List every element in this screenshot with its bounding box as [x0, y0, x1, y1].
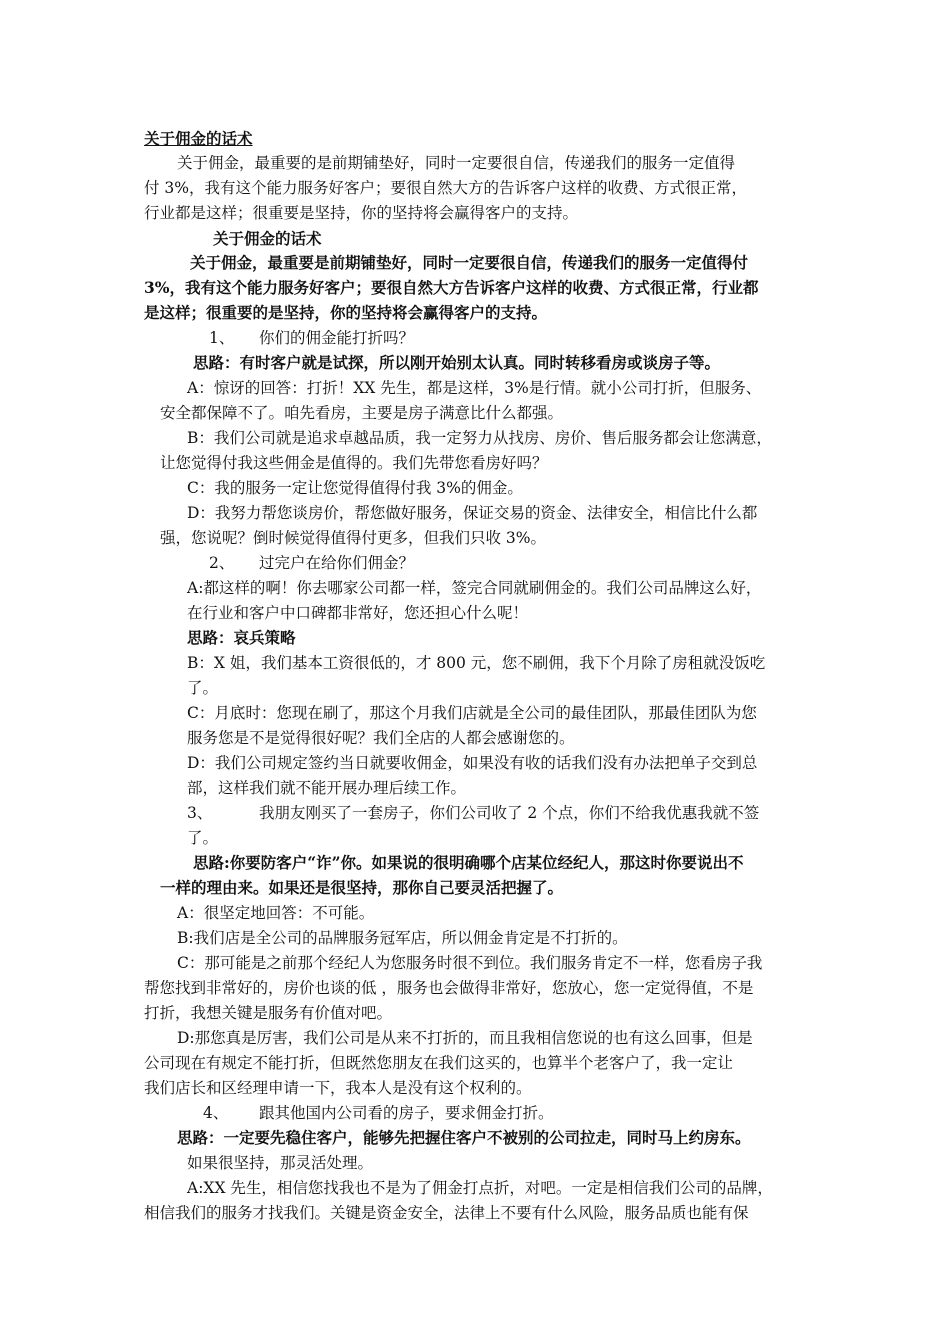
section-approach: 思路：一定要先稳住客户，能够先把握住客户不被别的公司拉走，同时马上约房东。 — [177, 1128, 751, 1147]
bold-intro-line: 3%，我有这个能力服务好客户；要很自然大方告诉客户这样的收费、方式很正常，行业都 — [144, 278, 759, 297]
section-question: 你们的佣金能打折吗？ — [259, 329, 415, 347]
section-note: 如果很坚持，那灵活处理。 — [187, 1154, 374, 1172]
answer-line: C：我的服务一定让您觉得值得付我 3%的佣金。 — [187, 479, 523, 497]
answer-line: C：那可能是之前那个经纪人为您服务时很不到位。我们服务肯定不一样，您看房子我 — [177, 954, 763, 972]
section-question: 过完户在给你们佣金？ — [259, 554, 415, 572]
section-approach: 思路：哀兵策略 — [187, 628, 296, 647]
section-approach: 思路:你要防客户“诈”你。如果说的很明确哪个店某位经纪人，那这时你要说出不 — [193, 853, 744, 872]
answer-line: 安全都保障不了。咱先看房，主要是房子满意比什么都强。 — [160, 404, 564, 422]
answer-line: B:我们店是全公司的品牌服务冠军店，所以佣金肯定是不打折的。 — [177, 929, 628, 947]
answer-line: D：我们公司规定签约当日就要收佣金，如果没有收的话我们没有办法把单子交到总 — [187, 754, 758, 772]
answer-line: B：我们公司就是追求卓越品质，我一定努力从找房、房价、售后服务都会让您满意， — [187, 429, 772, 447]
section-approach: 一样的理由来。如果还是很坚持，那你自己要灵活把握了。 — [160, 878, 564, 897]
bold-intro-line: 关于佣金，最重要是前期铺垫好，同时一定要很自信，传递我们的服务一定值得付 — [190, 253, 749, 272]
answer-line: 我们店长和区经理申请一下，我本人是没有这个权利的。 — [144, 1079, 532, 1097]
answer-line: A:都这样的啊！你去哪家公司都一样，签完合同就刷佣金的。我们公司品牌这么好， — [187, 579, 762, 597]
answer-line: D:那您真是厉害，我们公司是从来不打折的，而且我相信您说的也有这么回事，但是 — [177, 1029, 753, 1047]
section-number: 3、 — [187, 804, 213, 822]
bold-title: 关于佣金的话术 — [213, 229, 322, 248]
bold-intro-line: 是这样；很重要的是坚持，你的坚持将会赢得客户的支持。 — [144, 303, 548, 322]
section-number: 4、 — [203, 1104, 229, 1122]
answer-line: 在行业和客户中口碑都非常好，您还担心什么呢！ — [187, 604, 529, 622]
answer-line: 相信我们的服务才找我们。关键是资金安全，法律上不要有什么风险，服务品质也能有保 — [144, 1204, 749, 1222]
answer-line: 部，这样我们就不能开展办理后续工作。 — [187, 779, 467, 797]
intro-line: 关于佣金，最重要的是前期铺垫好，同时一定要很自信，传递我们的服务一定值得 — [177, 154, 736, 172]
answer-line: C：月底时：您现在刷了，那这个月我们店就是全公司的最佳团队，那最佳团队为您 — [187, 704, 757, 722]
answer-line: A：很坚定地回答：不可能。 — [177, 904, 375, 922]
section-question: 跟其他国内公司看的房子，要求佣金打折。 — [259, 1104, 554, 1122]
answer-line: 打折，我想关键是服务有价值对吧。 — [144, 1004, 393, 1022]
answer-line: 服务您是不是觉得很好呢？我们全店的人都会感谢您的。 — [187, 729, 575, 747]
section-approach: 思路：有时客户就是试探，所以刚开始别太认真。同时转移看房或谈房子等。 — [193, 353, 721, 372]
answer-line: A:XX 先生，相信您找我也不是为了佣金打点折，对吧。一定是相信我们公司的品牌， — [187, 1179, 773, 1197]
intro-line: 付 3%，我有这个能力服务好客户；要很自然大方的告诉客户这样的收费、方式很正常， — [144, 179, 748, 197]
answer-line: B：X 姐，我们基本工资很低的，才 800 元，您不刷佣，我下个月除了房租就没饭吃 — [187, 654, 766, 672]
intro-line: 行业都是这样；很重要是坚持，你的坚持将会赢得客户的支持。 — [144, 204, 579, 222]
page-title: 关于佣金的话术 — [144, 129, 253, 148]
answer-line: 公司现在有规定不能打折，但既然您朋友在我们这买的，也算半个老客户了，我一定让 — [144, 1054, 734, 1072]
answer-line: 帮您找到非常好的，房价也谈的低 ，服务也会做得非常好，您放心，您一定觉得值，不是 — [144, 979, 754, 997]
section-number: 1、 — [209, 329, 235, 347]
answer-line: 了。 — [187, 679, 219, 697]
section-question: 了。 — [187, 829, 219, 847]
answer-line: A：惊讶的回答：打折！XX 先生，都是这样，3%是行情。就小公司打折，但服务、 — [187, 379, 762, 397]
section-number: 2、 — [209, 554, 235, 572]
answer-line: 强，您说呢？倒时候觉得值得付更多，但我们只收 3%。 — [160, 529, 547, 547]
answer-line: 让您觉得付我这些佣金是值得的。我们先带您看房好吗？ — [160, 454, 548, 472]
answer-line: D：我努力帮您谈房价，帮您做好服务，保证交易的资金、法律安全，相信比什么都 — [187, 504, 758, 522]
section-question: 我朋友刚买了一套房子，你们公司收了 2 个点，你们不给我优惠我就不签 — [259, 804, 760, 822]
